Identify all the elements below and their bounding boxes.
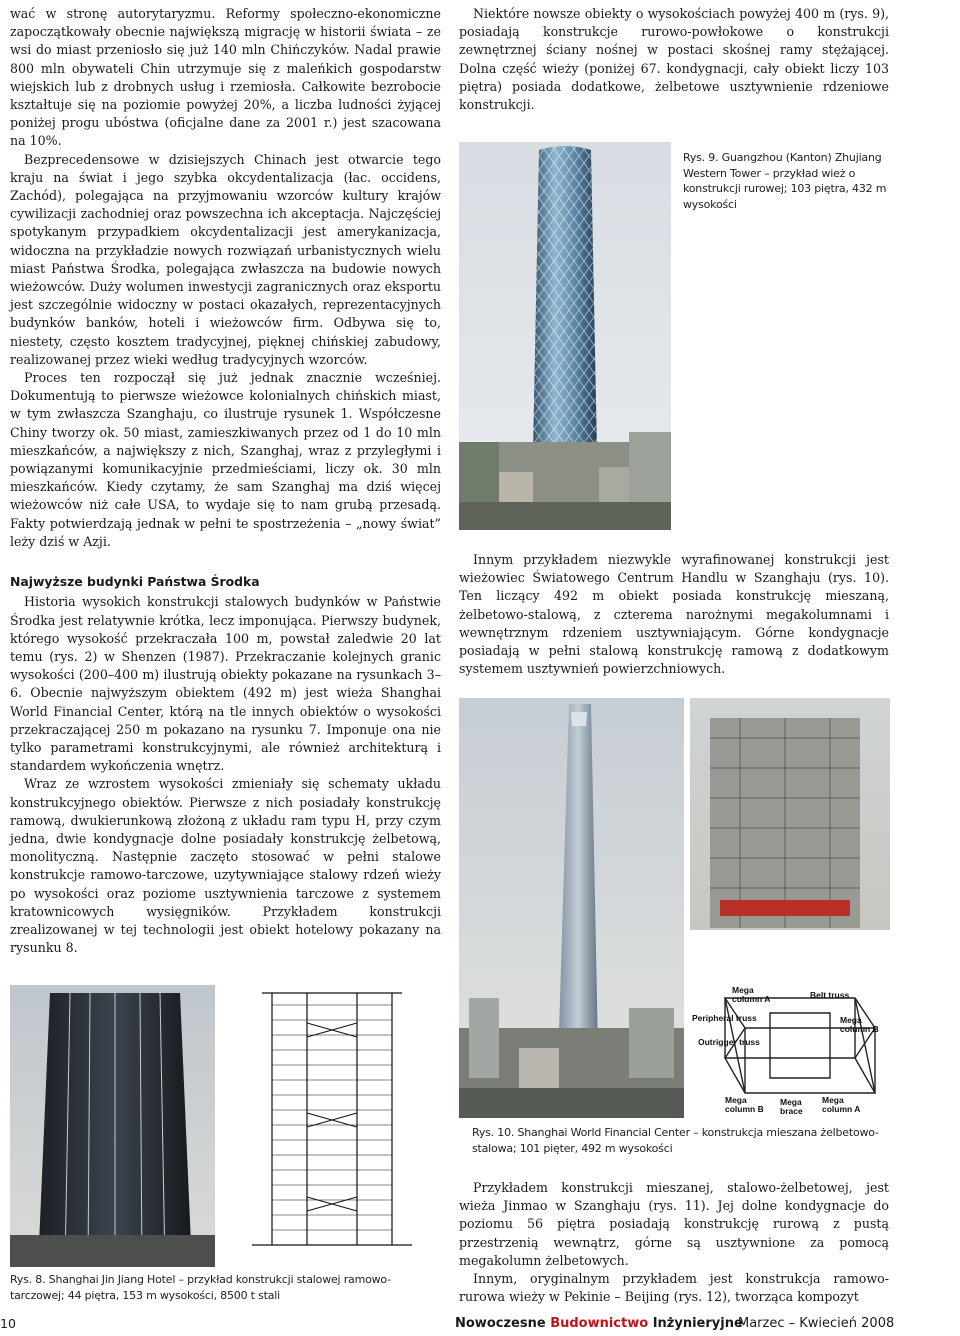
label-mega-brace: Mega brace [780, 1097, 803, 1116]
paragraph: Niektóre nowsze obiekty o wysokościach powyżej 400 m (rys. 9), posiadają konstrukcje rurowo-powłokowe o konstrukcji zewnętrznej ściany nośnej w postaci skośnej ramy stężającej. Dolna część wieży (poniżej 67. kondygnacji, cały obiekt liczy 103 piętra) posiada dodatkowe, żelbetowe usztywnienie rdzeniowe konstrukcji. [459, 6, 889, 113]
fig9-caption: Rys. 9. Guangzhou (Kanton) Zhujiang Western Tower – przykład wież o konstrukcji rurowej; 103 piętra, 432 m wysokości [683, 151, 887, 211]
fig9-photo [459, 142, 671, 530]
label-outrigger-truss: Outrigger truss [698, 1037, 760, 1047]
label-mega-column-b-bottom: Mega column B [725, 1095, 764, 1114]
label-mega-column-a-bottom: Mega column A [822, 1095, 861, 1114]
fig8-photo [10, 985, 215, 1267]
page-number: 10 [0, 1316, 16, 1331]
paragraph: wać w stronę autorytaryzmu. Reformy społeczno-ekonomiczne zapoczątkowały obecnie największą migrację w historii świata – ze wsi do miast przeniosło się już 140 mln Chińczyków. Nadal prawie 800 mln obywateli Chin utrzymuje się z maleńkich gospodarstw wiejskich lub z drobnych usług i rzemiosła. Całkowite bezrobocie kształtuje się na poziomie powyżej 20%, a liczba ludności żyjącej poniżej progu ubóstwa (oficjalne dane za 2001 r.) jest szacowana na 10%. [10, 6, 441, 149]
paragraph: Proces ten rozpoczął się już jednak znacznie wcześniej. Dokumentują to pierwsze wieżowce kolonialnych chińskich miast, w tym zwłaszcza Szanghaju, co ilustruje rysunek 1. Współczesne Chiny tworzy ok. 50 miast, zamieszkiwanych przez od 1 do 10 mln mieszkańców, a największy z nich, Szanghaj, wraz z przyległymi i powiązanymi komunikacyjnie przedmieściami, liczy ok. 30 mln mieszkańców. Kiedy czytamy, że sam Szanghaj ma dziś więcej wieżowców niż całe USA, to wydaje się to nam grubą przesadą. Fakty potwierdzają jednak w pełni te spostrzeżenia – „nowy świat” leży dziś w Azji. [10, 370, 441, 549]
label-mega-column-b-right: Mega column B [840, 1015, 879, 1034]
right-top-text [459, 5, 889, 114]
fig10-construction-photo [690, 698, 890, 1118]
issue-date: Marzec – Kwiecień 2008 [738, 1316, 895, 1331]
magazine-title [455, 1316, 743, 1331]
right-mid-text [459, 551, 889, 678]
fig10-photo [459, 698, 684, 1118]
paragraph: Wraz ze wzrostem wysokości zmieniały się schematy układu konstrukcyjnego obiektów. Pierwsze z nich posiadały konstrukcję ramową, dwukierunkową złożoną z układu ram typu H, przy czym jedna, dwie kondygnacje dolne posiadały konstrukcję żelbetową, monolityczną. Następnie zaczęto stosować w pełni stalowe konstrukcje ramowo-tarczowe, uzytywniające stalowy rdzeń wieży po wysokości oraz poziome usztywnienia tarczowe z systemem kratownicowych wysięgników. Przykładem konstrukcji zrealizowanej w tej technologii jest obiekt hotelowy pokazany na rysunku 8. [10, 776, 441, 956]
right-bottom-text [459, 1179, 889, 1306]
magazine-title-part1: Nowoczesne [455, 1316, 546, 1331]
paragraph: Przykładem konstrukcji mieszanej, stalowo-żelbetowej, jest wieża Jinmao w Szanghaju (rys. 11). Jej dolne kondygnacje do poziomu 56 piętra posiadają konstrukcję rurową z pustą przestrzenią wewnątrz, górne są usztywnione za pomocą megakolumn żelbetowych. [459, 1180, 889, 1268]
label-belt-truss: Belt truss [810, 990, 850, 1000]
paragraph: Innym, oryginalnym przykładem jest konstrukcja ramowo-rurowa wieży w Pekinie – Beijing (rys. 12), tworząca kompozyt [459, 1271, 889, 1305]
paragraph: Bezprecedensowe w dzisiejszych Chinach jest otwarcie tego kraju na świat i jego szybka okcydentalizacja (łac. occidens, Zachód), polegająca na przyjmowaniu wzorców kultury krajów cywilizacji zachodniej oraz powszechna ich akceptacja. Najczęściej spotykanym przypadkiem okcydentalizacji jest amerykanizacja, widoczna na przykładzie nowych rozwiązań urbanistycznych wielu miast Państwa Środka, polegająca zwłaszcza na budowie nowych wieżowców. Duży wolumen inwestycji zagranicznych oraz eksportu jest szczególnie widoczny w postaci okazałych, reprezentacyjnych budynków banków, hoteli i wieżowców firm. Odbywa się to, niestety, często kosztem tradycyjnej, pięknej chińskiej zabudowy, realizowanej przez wieki według tradycyjnych wzorców. [10, 151, 441, 367]
label-mega-column-a-top: Mega column A [732, 985, 771, 1004]
fig8-caption: Rys. 8. Shanghai Jin Jiang Hotel – przykład konstrukcji stalowej ramowo-tarczowej; 44 piętra, 153 m wysokości, 8500 t stali [10, 1273, 391, 1302]
paragraph: Historia wysokich konstrukcji stalowych budynków w Państwie Środka jest relatywnie krótka, lecz imponująca. Pierwszy budynek, którego wysokość przekraczała 100 m, powstał zaledwie 20 lat temu (rys. 2) w Shenzen (1987). Przekraczanie kolejnych granic wysokości (200–400 m) ilustrują obiekty pokazane na rysunkach 3–6. Obecnie najwyższym obiektem (492 m) jest wieża Shanghai World Financial Center, którą na tle innych obiektów o wysokości przekraczającej 250 m pokazano na rysunku 7. Imponuje ona nie tylko parametrami konstrukcyjnymi, ale również architekturą i standardem wykończenia wnętrz. [10, 594, 441, 774]
magazine-title-part2: Budownictwo [550, 1316, 649, 1331]
fig8-structural-section [222, 985, 444, 1267]
paragraph: Innym przykładem niezwykle wyrafinowanej konstrukcji jest wieżowiec Światowego Centrum Handlu w Szanghaju (rys. 10). Ten liczący 492 m obiekt posiada konstrukcję mieszaną, żelbetowo-stalową, z czterema narożnymi megakolumnami i wewnętrznym rdzeniem usztywniającym. Górne kondygnacje posiadają w pełni stalową konstrukcję ramową z dodatkowym systemem usztywnień powierzchniowych. [459, 552, 889, 677]
section-heading: Najwyższe budynki Państwa Środka [10, 574, 260, 590]
page-footer [0, 1304, 960, 1336]
left-text-column [10, 5, 441, 957]
label-peripheral-truss: Peripheral truss [692, 1013, 757, 1023]
magazine-title-part3: Inżynieryjne [652, 1316, 743, 1331]
fig10-caption: Rys. 10. Shanghai World Financial Center – konstrukcja mieszana żelbetowo-stalowa; 101 pięter, 492 m wysokości [472, 1126, 879, 1155]
